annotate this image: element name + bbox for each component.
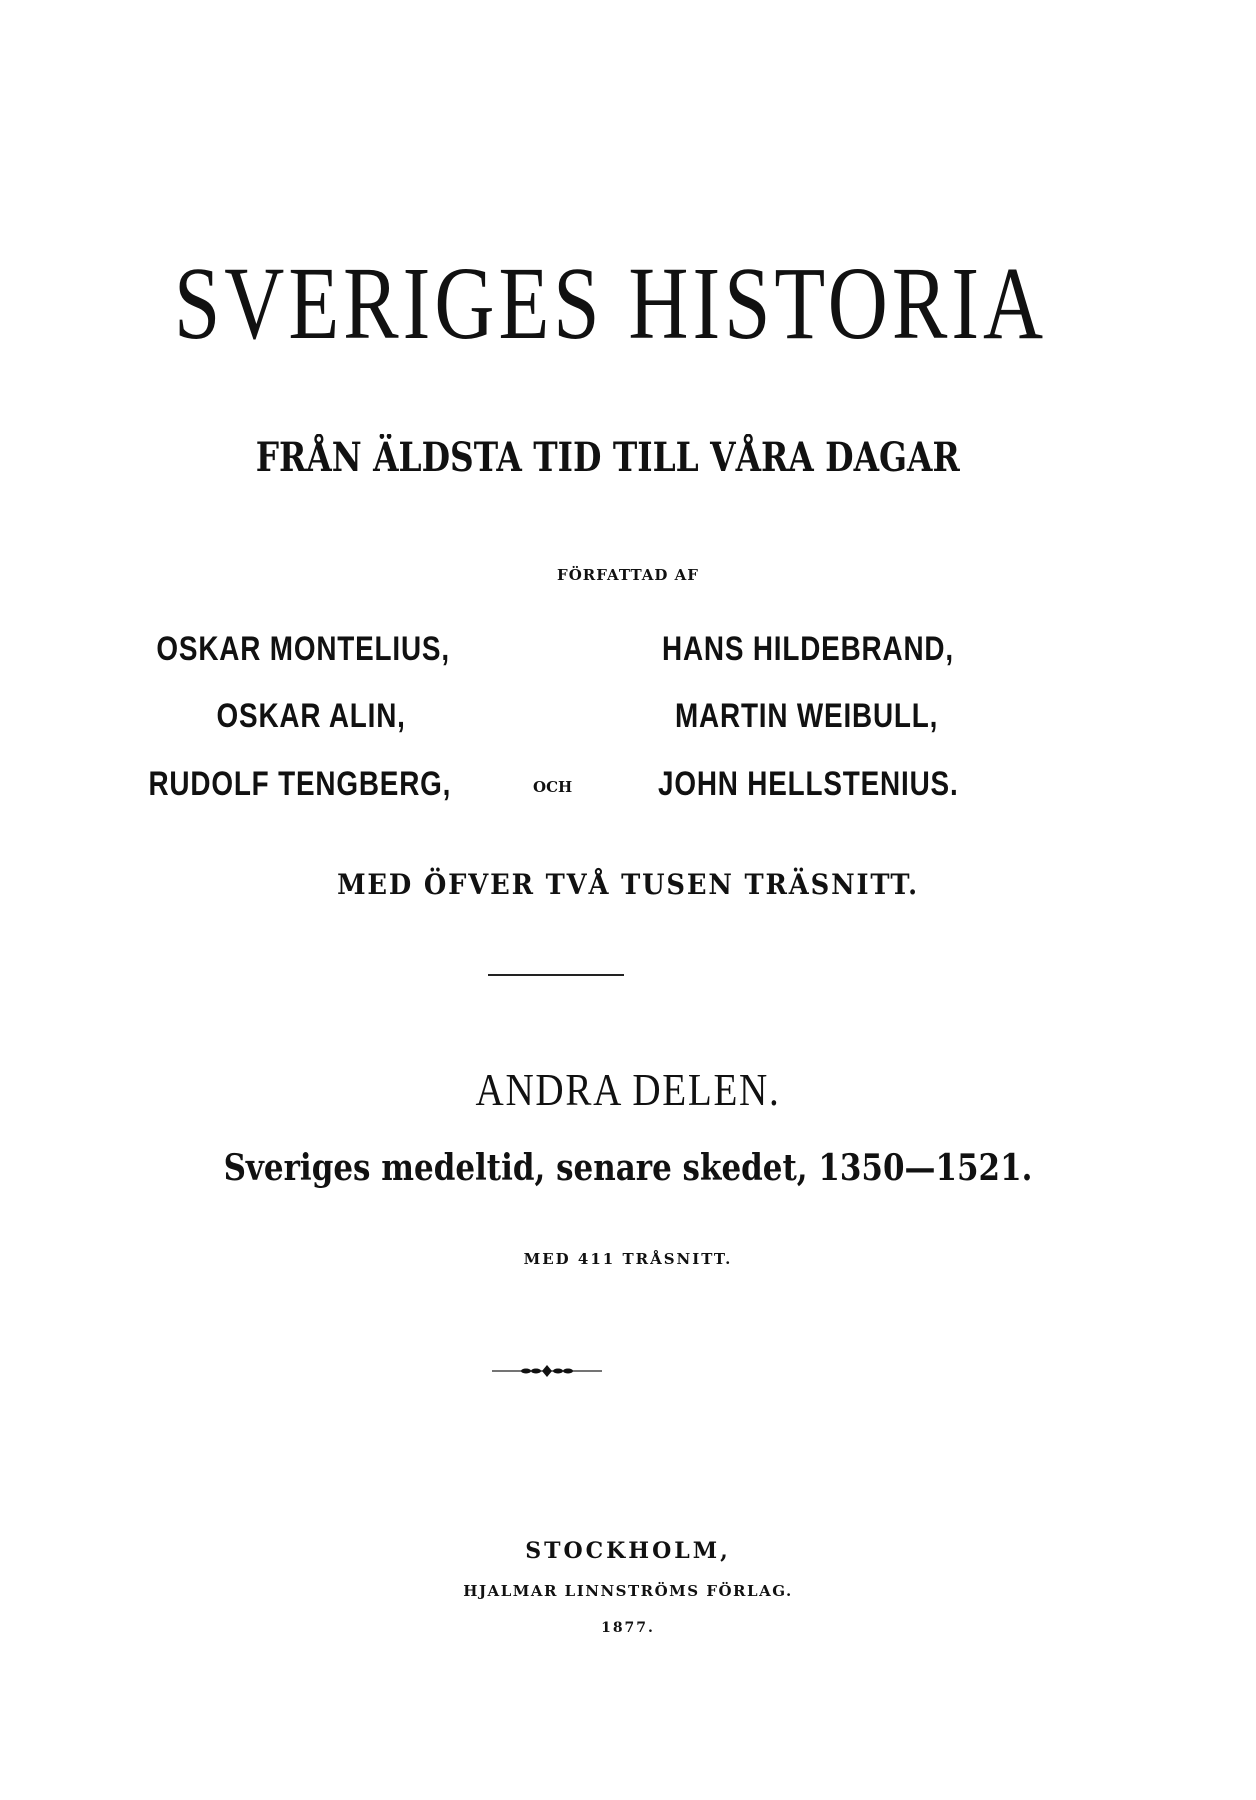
conjunction: OCH [533, 778, 573, 796]
part-heading: ANDRA DELEN. [475, 1064, 781, 1115]
author-right-3: JOHN HELLSTENIUS. [658, 765, 959, 803]
authored-by-label: FÖRFATTAD AF [557, 566, 699, 584]
divider-rule [488, 974, 624, 976]
author-left-2: OSKAR ALIN, [216, 697, 406, 735]
part-subtitle: Sveriges medeltid, senare skedet, 1350—1521. [223, 1147, 1033, 1189]
book-title: SVERIGES HISTORIA [174, 246, 1048, 361]
author-right-2: MARTIN WEIBULL, [675, 697, 939, 735]
book-subtitle: FRÅN ÄLDSTA TID TILL VÅRA DAGAR [255, 434, 960, 481]
author-left-1: OSKAR MONTELIUS, [156, 630, 450, 668]
part-illustrations-note: MED 411 TRÅSNITT. [523, 1250, 733, 1268]
imprint-city: STOCKHOLM, [525, 1538, 731, 1564]
author-right-1: HANS HILDEBRAND, [662, 630, 954, 668]
imprint-year: 1877. [601, 1620, 655, 1636]
illustrations-note: MED ÖFVER TVÅ TUSEN TRÄSNITT. [337, 868, 919, 901]
ornament-divider-icon [492, 1362, 602, 1380]
author-left-3: RUDOLF TENGBERG, [148, 765, 451, 803]
imprint-publisher: HJALMAR LINNSTRÖMS FÖRLAG. [463, 1582, 793, 1600]
